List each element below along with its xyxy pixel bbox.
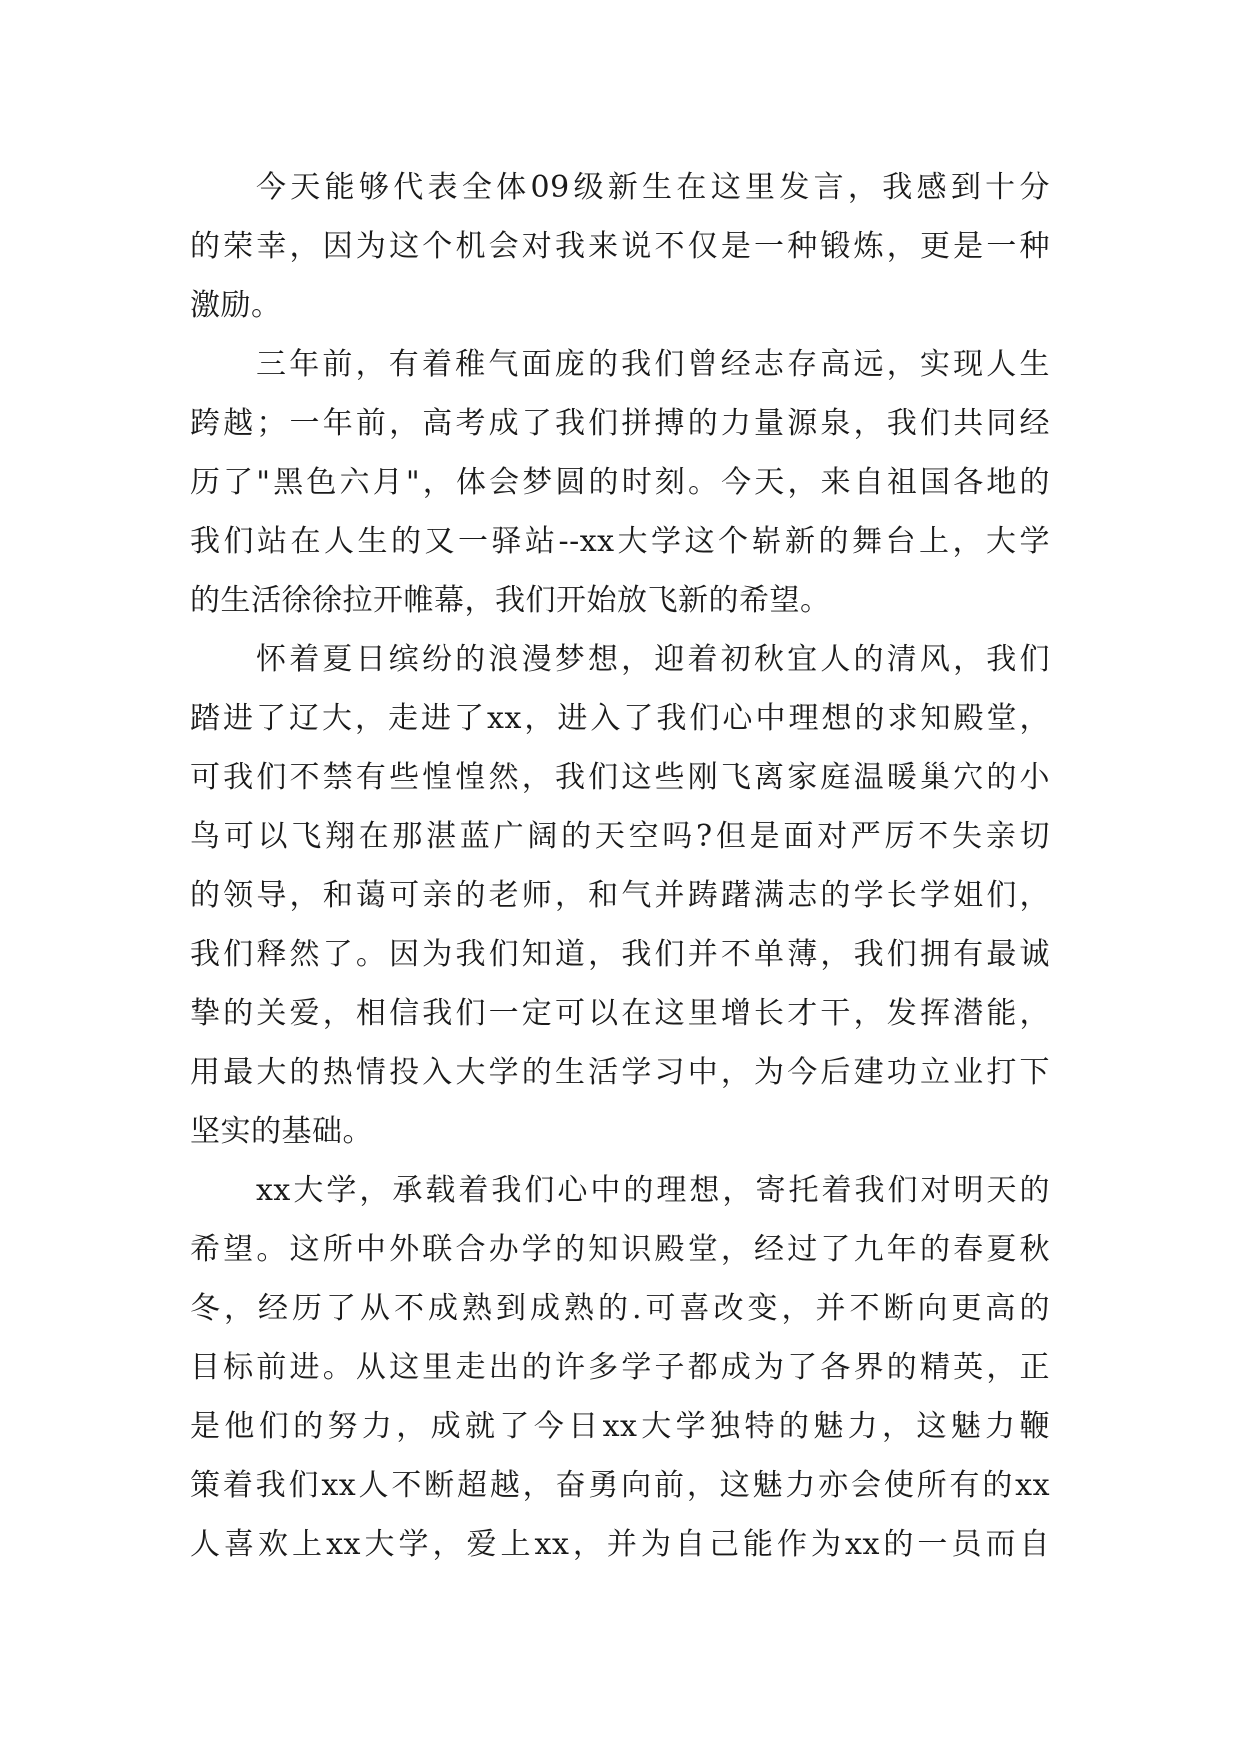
text-line: 可我们不禁有些惶惶然，我们这些刚飞离家庭温暖巢穴的小 [190, 760, 1050, 795]
text-line: 的生活徐徐拉开帷幕，我们开始放飞新的希望。 [190, 583, 831, 618]
text-line: 用最大的热情投入大学的生活学习中，为今后建功立业打下 [190, 1055, 1050, 1090]
text-line: xx大学，承载着我们心中的理想，寄托着我们对明天的 [256, 1173, 1050, 1208]
text-line: 挚的关爱，相信我们一定可以在这里增长才干，发挥潜能， [190, 996, 1050, 1031]
text-line: 怀着夏日缤纷的浪漫梦想，迎着初秋宜人的清风，我们 [256, 642, 1050, 677]
text-line: 激励。 [190, 288, 282, 323]
paragraph-3 [190, 630, 1050, 1161]
text-line: 是他们的努力，成就了今日xx大学独特的魅力，这魅力鞭 [190, 1409, 1050, 1444]
text-line: 的荣幸，因为这个机会对我来说不仅是一种锻炼，更是一种 [190, 229, 1050, 264]
text-line: 的领导，和蔼可亲的老师，和气并踌躇满志的学长学姐们， [190, 878, 1050, 913]
text-line: 踏进了辽大，走进了xx，进入了我们心中理想的求知殿堂， [190, 701, 1050, 736]
text-line: 历了"黑色六月"，体会梦圆的时刻。今天，来自祖国各地的 [190, 465, 1050, 500]
text-line: 我们站在人生的又一驿站--xx大学这个崭新的舞台上，大学 [190, 524, 1050, 559]
speech-body [190, 158, 1050, 1574]
text-line: 跨越；一年前，高考成了我们拼搏的力量源泉，我们共同经 [190, 406, 1050, 441]
paragraph-2 [190, 335, 1050, 630]
text-line: 冬，经历了从不成熟到成熟的.可喜改变，并不断向更高的 [190, 1291, 1050, 1326]
text-line: 希望。这所中外联合办学的知识殿堂，经过了九年的春夏秋 [190, 1232, 1050, 1267]
text-line: 坚实的基础。 [190, 1114, 373, 1149]
text-line: 人喜欢上xx大学，爱上xx，并为自己能作为xx的一员而自 [190, 1527, 1050, 1562]
text-line: 我们释然了。因为我们知道，我们并不单薄，我们拥有最诚 [190, 937, 1050, 972]
text-line: 鸟可以飞翔在那湛蓝广阔的天空吗?但是面对严厉不失亲切 [190, 819, 1050, 854]
paragraph-4 [190, 1161, 1050, 1574]
text-line: 三年前，有着稚气面庞的我们曾经志存高远，实现人生 [256, 347, 1050, 382]
text-line: 策着我们xx人不断超越，奋勇向前，这魅力亦会使所有的xx [190, 1468, 1050, 1503]
text-line: 今天能够代表全体09级新生在这里发言，我感到十分 [256, 170, 1050, 205]
text-line: 目标前进。从这里走出的许多学子都成为了各界的精英，正 [190, 1350, 1050, 1385]
paragraph-1 [190, 158, 1050, 335]
